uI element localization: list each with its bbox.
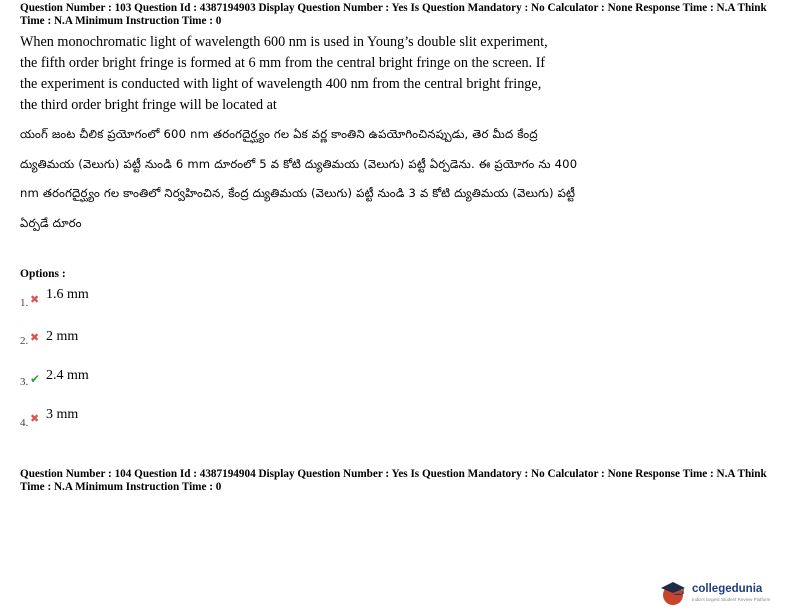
option-text: 2 mm bbox=[46, 329, 79, 344]
logo-text: collegedunia bbox=[692, 583, 763, 595]
option-number: 4. bbox=[20, 417, 29, 429]
question-103-meta: Question Number : 103 Question Id : 4387194903 Display Question Number : Yes Is Question Mandatory : No Calculator : None Response Time : N.A Think Time : N.A Minimum Instruction Time : 0 bbox=[20, 2, 767, 27]
wrong-cross-icon: ✖ bbox=[30, 293, 40, 306]
wrong-cross-icon: ✖ bbox=[30, 412, 40, 425]
question-104-meta: Question Number : 104 Question Id : 4387194904 Display Question Number : Yes Is Question Mandatory : No Calculator : None Response Time : N.A Think Time : N.A Minimum Instruction Time : 0 bbox=[20, 468, 767, 493]
options-label: Options : bbox=[20, 268, 66, 280]
option-number: 3. bbox=[20, 376, 29, 388]
option-number: 1. bbox=[20, 297, 29, 309]
collegedunia-logo bbox=[658, 580, 788, 608]
logo-tagline: India's largest Student Review Platform bbox=[692, 597, 771, 602]
correct-check-icon: ✔ bbox=[30, 372, 41, 386]
option-number: 2. bbox=[20, 335, 29, 347]
option-text: 1.6 mm bbox=[46, 287, 89, 302]
question-text-telugu: యంగ్ జంట చీలిక ప్రయోగంలో 600 nm తరంగదైర్ఘ్యం గల ఏక వర్ణ కాంతిని ఉపయోగించినప్పుడు, తెర మీద కేంద్ర ద్యుతిమయ (వెలుగు) పట్టీ నుండి 6 mm దూరంలో 5 వ కోటి ద్యుతిమయ (వెలుగు) పట్టీ ఏర్పడెను. ఈ ప్రయోగం ను 400 nm తరంగదైర్ఘ్యం గల కాంతిలో నిర్వహించిన, కేంద్ర ద్యుతిమయ (వెలుగు) పట్టీ నుండి 3 వ కోటి ద్యుతిమయ (వెలుగు) పట్టీ ఏర్పడే దూరం bbox=[20, 127, 578, 230]
question-text-english: When monochromatic light of wavelength 600 nm is used in Young’s double slit experiment, the fifth order bright fringe is formed at 6 mm from the central bright fringe on the screen. If the experiment is conducted with light of wavelength 400 nm from the central bright fringe, the third order bright fringe will be located at bbox=[20, 34, 548, 113]
option-text: 2.4 mm bbox=[46, 368, 89, 383]
wrong-cross-icon: ✖ bbox=[30, 331, 40, 344]
option-text: 3 mm bbox=[46, 407, 79, 422]
graduation-cap-icon bbox=[658, 580, 688, 606]
